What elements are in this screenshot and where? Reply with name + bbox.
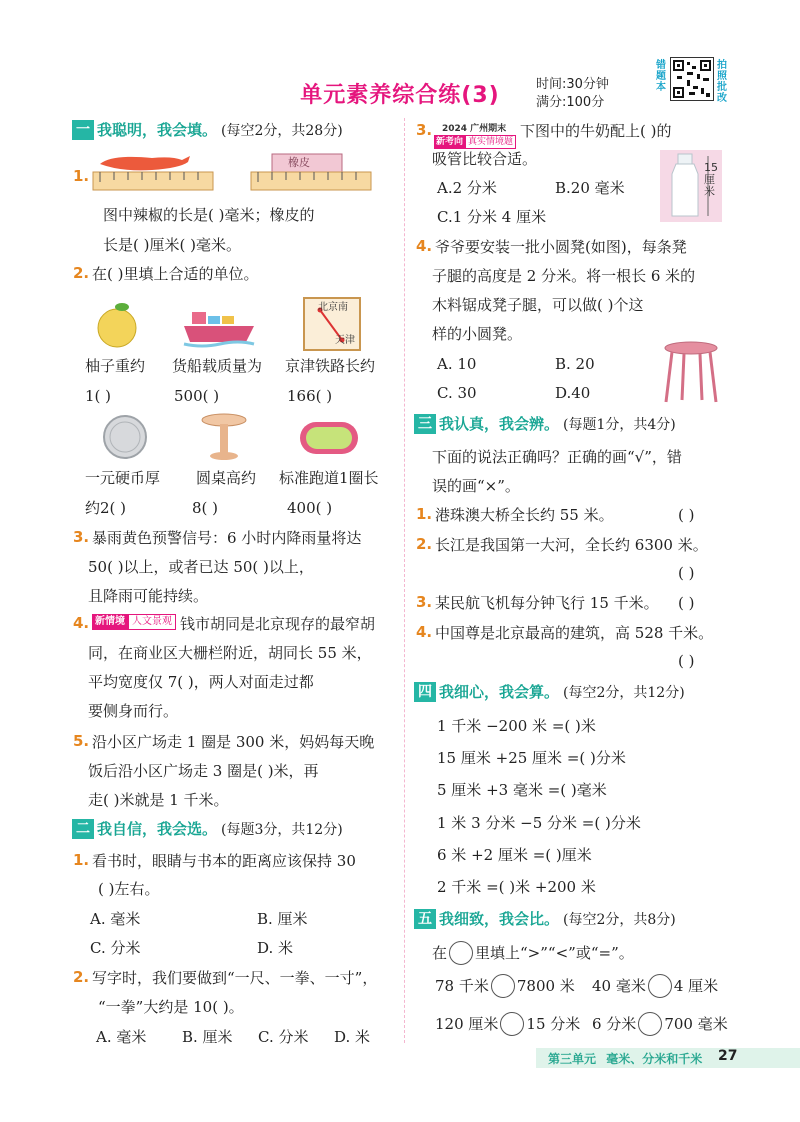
judge-answer-blank[interactable]: ( ) xyxy=(678,564,695,582)
judge-answer-blank[interactable]: ( ) xyxy=(678,506,695,524)
question-number: 3. xyxy=(73,528,90,546)
q4-line1: 钱市胡同是北京现存的最窄胡 xyxy=(180,615,376,633)
option-b[interactable]: B. 厘米 xyxy=(257,910,308,928)
tag-new-context: 新情境 xyxy=(92,614,128,630)
time-score-box xyxy=(536,76,609,112)
section-points: (每题1分，共4分) xyxy=(563,416,676,433)
judge-answer-blank[interactable]: ( ) xyxy=(678,594,695,612)
qr-label-right: 拍照批改 xyxy=(717,60,727,104)
calc-item[interactable]: 5 厘米 +3 毫米 =( )毫米 xyxy=(437,781,607,799)
eraser-ruler-image xyxy=(250,150,372,192)
judge-statement: 长江是我国第一大河，全长约 6300 米。 xyxy=(435,536,708,554)
tag-exam: 2024 广州期末 xyxy=(442,124,507,134)
answer-blank[interactable]: 400( ) xyxy=(287,499,333,517)
pomelo-image xyxy=(92,300,142,350)
section-points: (每空2分，共12分) xyxy=(563,684,685,701)
full-score: 满分:100分 xyxy=(536,95,605,110)
section-3-header xyxy=(414,413,676,434)
option-d[interactable]: D. 米 xyxy=(334,1028,371,1046)
question-number: 4. xyxy=(416,237,433,255)
c1-line1: 看书时，眼睛与书本的距离应该保持 30 xyxy=(92,852,356,870)
calc-item[interactable]: 1 米 3 分米 −5 分米 =( )分米 xyxy=(437,814,641,832)
question-number: 3. xyxy=(416,593,433,611)
question-number: 1. xyxy=(73,167,90,185)
running-track-icon xyxy=(298,420,360,456)
section-heading: 我认真，我会辨。 xyxy=(439,415,560,433)
stool-icon xyxy=(660,340,722,404)
compare-left: 78 千米 xyxy=(435,977,489,995)
question-number: 1. xyxy=(416,505,433,523)
question-number: 2. xyxy=(73,264,90,282)
compare-row xyxy=(592,1012,728,1036)
item-label: 货船载质量为 xyxy=(172,357,263,375)
compare-row xyxy=(592,974,718,998)
compare-right: 700 毫米 xyxy=(664,1015,728,1033)
q3-line2: 50( )以上，或者已达 50( )以上， xyxy=(88,558,314,576)
calc-item[interactable]: 15 厘米 +25 厘米 =( )分米 xyxy=(437,749,626,767)
compare-right: 15 分米 xyxy=(526,1015,581,1033)
answer-blank[interactable]: 500( ) xyxy=(174,387,220,405)
c4-line2: 子腿的高度是 2 分米。将一根长 6 米的 xyxy=(432,267,696,285)
section-2-header xyxy=(72,818,343,839)
map-label-tianjin: 天津 xyxy=(335,335,355,346)
option-d[interactable]: D.40 xyxy=(555,384,591,402)
compare-intro xyxy=(432,941,634,965)
compare-circle[interactable] xyxy=(491,974,515,998)
option-d[interactable]: D. 米 xyxy=(257,939,294,957)
qr-code[interactable] xyxy=(670,57,714,101)
calc-item[interactable]: 1 千米 −200 米 =( )米 xyxy=(437,717,596,735)
pomelo-icon xyxy=(92,300,142,350)
item-label: 标准跑道1圈长 xyxy=(279,469,379,487)
option-b[interactable]: B. 20 xyxy=(555,355,595,373)
compare-left: 40 毫米 xyxy=(592,977,646,995)
cargo-ship-icon xyxy=(182,302,256,350)
answer-blank[interactable]: 约2( ) xyxy=(85,499,127,517)
section-heading: 我细心，我会算。 xyxy=(439,683,560,701)
compare-circle[interactable] xyxy=(500,1012,524,1036)
c3-line1: 下图中的牛奶配上( )的 xyxy=(520,122,672,140)
footer-topic: 毫米、分米和千米 xyxy=(606,1052,703,1066)
option-c[interactable]: C.1 分米 4 厘米 xyxy=(437,208,547,226)
q1-text-line2: 长是( )厘米( )毫米。 xyxy=(103,236,241,254)
q1-text-line1: 图中辣椒的长是( )毫米；橡皮的 xyxy=(103,206,315,224)
map-label-beijing: 北京南 xyxy=(318,302,348,313)
question-number: 1. xyxy=(73,851,90,869)
compare-intro-a: 在 xyxy=(432,944,448,962)
q2-text: 在( )里填上合适的单位。 xyxy=(92,265,259,283)
option-a[interactable]: A. 10 xyxy=(437,355,477,373)
qr-label-left: 错题本 xyxy=(656,60,666,93)
q3-line3: 且降雨可能持续。 xyxy=(88,587,209,605)
compare-row xyxy=(435,974,575,998)
section-heading: 我细致，我会比。 xyxy=(439,910,560,928)
c4-line1: 爷爷要安装一批小圆凳(如图)，每条凳 xyxy=(435,238,687,256)
chili-ruler-image xyxy=(92,150,214,192)
item-label: 圆桌高约 xyxy=(196,469,257,487)
c4-line3: 木料锯成凳子腿，可以做( )个这 xyxy=(432,296,644,314)
page-number: 27 xyxy=(718,1048,738,1064)
footer-text xyxy=(548,1050,702,1067)
section-badge: 二 xyxy=(72,819,94,839)
compare-intro-b: 里填上“>”“<”或“=”。 xyxy=(475,944,634,962)
option-a[interactable]: A.2 分米 xyxy=(437,179,497,197)
section-points: (每空2分，共8分) xyxy=(563,911,676,928)
round-table-image xyxy=(198,412,250,464)
q5-line1: 沿小区广场走 1 圈是 300 米，妈妈每天晚 xyxy=(92,733,375,751)
compare-row xyxy=(435,1012,580,1036)
q4-line2: 同，在商业区大栅栏附近，胡同长 55 米， xyxy=(88,644,372,662)
section-1-header xyxy=(72,119,343,140)
answer-blank[interactable]: 8( ) xyxy=(192,499,219,517)
calc-item[interactable]: 6 米 +2 厘米 =( )厘米 xyxy=(437,846,592,864)
section-5-header xyxy=(414,908,676,929)
eraser-label: 橡皮 xyxy=(288,156,310,169)
option-a[interactable]: A. 毫米 xyxy=(96,1028,147,1046)
section-badge: 一 xyxy=(72,120,94,140)
tag-cultural: 人文景观 xyxy=(128,614,176,630)
coin-image xyxy=(102,414,148,460)
time-limit: 时间:30分钟 xyxy=(536,77,609,92)
item-label: 京津铁路长约 xyxy=(285,357,376,375)
c2-line1: 写字时，我们要做到“一尺、一拳、一寸”， xyxy=(92,969,378,987)
compare-left: 6 分米 xyxy=(592,1015,637,1033)
calc-item[interactable]: 2 千米 =( )米 +200 米 xyxy=(437,878,596,896)
eraser-icon xyxy=(250,150,372,192)
tag-new-direction: 新考向 xyxy=(436,137,464,147)
q4-line4: 要侧身而行。 xyxy=(88,702,179,720)
tag-real-context: 真实情境题 xyxy=(465,135,516,149)
judge-answer-blank[interactable]: ( ) xyxy=(678,652,695,670)
judge-statement: 中国尊是北京最高的建筑，高 528 千米。 xyxy=(435,624,714,642)
footer-unit: 第三单元 xyxy=(548,1052,597,1066)
q4-line3: 平均宽度仅 7( )，两人对面走过都 xyxy=(88,673,314,691)
exam-source-tag xyxy=(434,116,518,148)
cargo-ship-image xyxy=(182,302,256,350)
stool-image xyxy=(660,340,722,404)
column-divider xyxy=(404,118,405,1043)
compare-circle[interactable] xyxy=(638,1012,662,1036)
c1-line2: ( )左右。 xyxy=(98,880,160,898)
question-number: 4. xyxy=(73,614,90,632)
c2-line2: “一拳”大约是 10( )。 xyxy=(98,998,244,1016)
section-points: (每空2分，共28分) xyxy=(221,122,343,139)
option-c[interactable]: C. 30 xyxy=(437,384,477,402)
question-number: 3. xyxy=(416,121,433,139)
compare-right: 4 厘米 xyxy=(673,977,719,995)
judge-statement: 某民航飞机每分钟飞行 15 千米。 xyxy=(435,594,659,612)
compare-right: 7800 米 xyxy=(516,977,575,995)
option-b[interactable]: B. 厘米 xyxy=(182,1028,233,1046)
q5-line3: 走( )米就是 1 千米。 xyxy=(88,791,229,809)
judge-statement: 港珠澳大桥全长约 55 米。 xyxy=(435,506,614,524)
option-a[interactable]: A. 毫米 xyxy=(90,910,141,928)
sample-circle xyxy=(449,941,473,965)
compare-circle[interactable] xyxy=(648,974,672,998)
chili-pepper-icon xyxy=(92,150,214,192)
c4-line4: 样的小圆凳。 xyxy=(432,325,523,343)
item-label: 柚子重约 xyxy=(85,357,146,375)
section-points: (每题3分，共12分) xyxy=(221,821,343,838)
running-track-image xyxy=(298,420,360,456)
item-label: 一元硬币厚 xyxy=(85,469,161,487)
question-number: 2. xyxy=(73,968,90,986)
round-table-icon xyxy=(198,412,250,464)
section-badge: 三 xyxy=(414,414,436,434)
section-heading: 我自信，我会选。 xyxy=(97,820,218,838)
answer-blank[interactable]: 166( ) xyxy=(287,387,333,405)
q4-tags xyxy=(92,614,176,630)
answer-blank[interactable]: 1( ) xyxy=(85,387,112,405)
question-number: 4. xyxy=(416,623,433,641)
c3-line2: 吸管比较合适。 xyxy=(432,150,538,168)
section-badge: 五 xyxy=(414,909,436,929)
page-title: 单元素养综合练(3) xyxy=(300,83,500,108)
q3-line1: 暴雨黄色预警信号：6 小时内降雨量将达 xyxy=(92,529,362,547)
compare-left: 120 厘米 xyxy=(435,1015,499,1033)
option-c[interactable]: C. 分米 xyxy=(258,1028,309,1046)
option-b[interactable]: B.20 毫米 xyxy=(555,179,625,197)
milk-height-label: 15厘米 xyxy=(704,161,718,198)
judge-intro-line2: 误的画“×”。 xyxy=(432,477,520,495)
question-number: 5. xyxy=(73,732,90,750)
option-c[interactable]: C. 分米 xyxy=(90,939,141,957)
section-4-header xyxy=(414,681,685,702)
section-heading: 我聪明，我会填。 xyxy=(97,121,218,139)
judge-intro-line1: 下面的说法正确吗？正确的画“√”，错 xyxy=(432,448,682,466)
q5-line2: 饭后沿小区广场走 3 圈是( )米，再 xyxy=(88,762,319,780)
coin-icon xyxy=(102,414,148,460)
qr-code-icon xyxy=(671,58,713,100)
question-number: 2. xyxy=(416,535,433,553)
section-badge: 四 xyxy=(414,682,436,702)
